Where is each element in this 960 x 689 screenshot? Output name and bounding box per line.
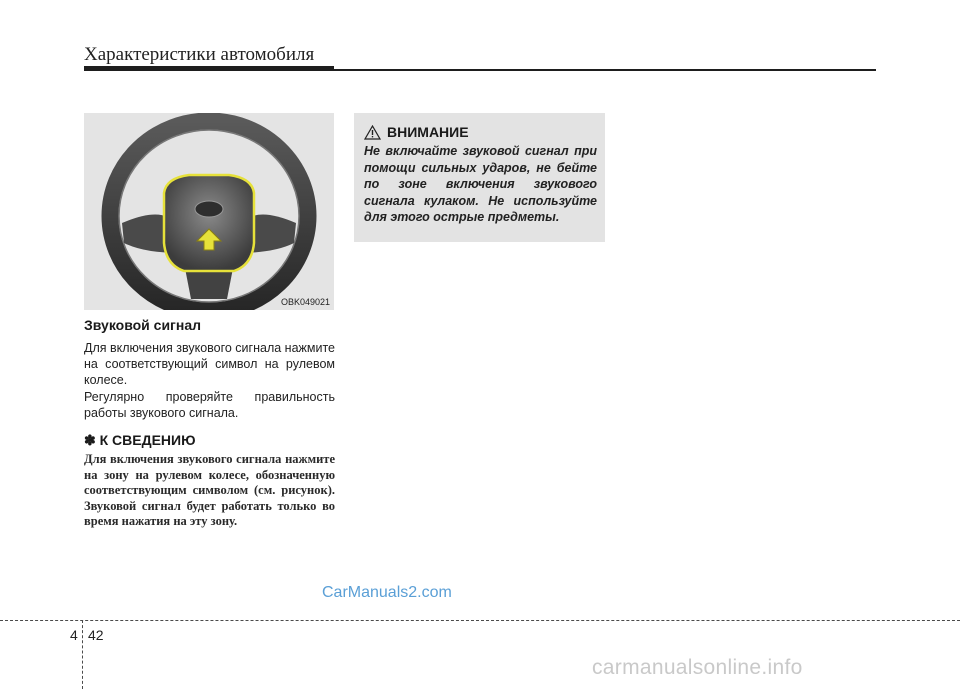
footer-divider xyxy=(0,620,960,621)
section-title: Звуковой сигнал xyxy=(84,317,202,333)
warning-header xyxy=(364,121,469,143)
footer-vertical-divider xyxy=(82,620,83,689)
note-title: ✽ К СВЕДЕНИЮ xyxy=(84,432,196,448)
header-rule-thick xyxy=(84,66,334,71)
warning-title: ВНИМАНИЕ xyxy=(387,124,469,140)
figure-code: OBK049021 xyxy=(280,297,330,307)
horn-paragraph-1: Для включения звукового сигнала нажмите на соответствующий символ на рулевом колесе. xyxy=(84,341,336,387)
warning-box xyxy=(354,113,605,242)
warning-body: Не включайте звуковой сигнал при помощи сильных ударов, не бейте по зоне включения звукового сигнала кулаком. Не используйте для этого острые предметы. xyxy=(364,144,597,224)
horn-paragraph-2: Регулярно проверяйте правильность работы звукового сигнала. xyxy=(84,390,335,420)
warning-triangle-icon xyxy=(364,125,381,140)
steering-wheel-horn-illustration xyxy=(84,113,334,310)
site-watermark: carmanualsonline.info xyxy=(592,656,803,679)
page-number: 42 xyxy=(88,627,104,643)
header-title: Характеристики автомобиля xyxy=(84,44,315,65)
page-chapter: 4 xyxy=(70,627,78,643)
steering-wheel-figure xyxy=(84,113,334,310)
note-body: Для включения звукового сигнала нажмите на зону на рулевом колесе, обозначенную соответствующим символом (см. рисунок). Звуковой сигнал будет работать только во время нажатия на эту зону. xyxy=(84,452,335,528)
watermark-link[interactable]: CarManuals2.com xyxy=(322,584,452,601)
header-rule-thin xyxy=(334,69,876,71)
